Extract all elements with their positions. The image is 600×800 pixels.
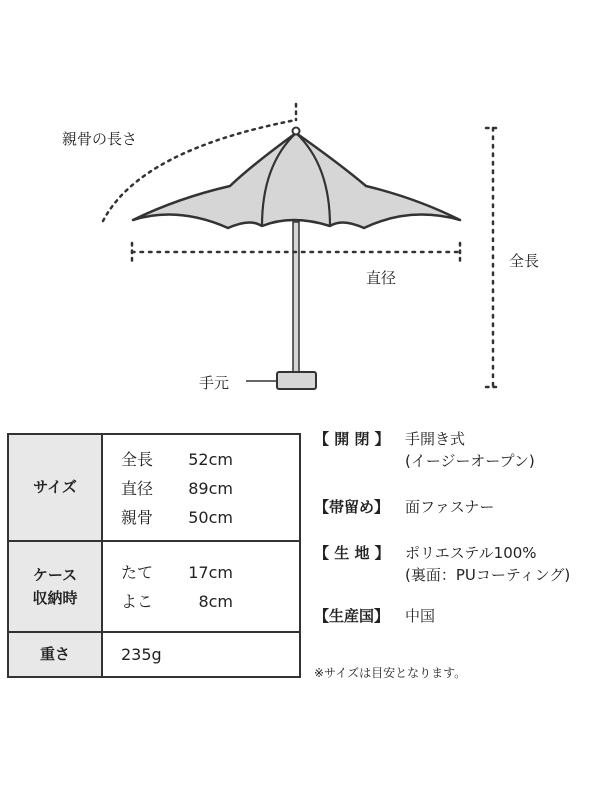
size-disclaimer-note: ※サイズは目安となります。 (314, 666, 467, 680)
row-header-size: サイズ (9, 435, 103, 540)
size-spec-table (7, 433, 301, 678)
umbrella-canopy (133, 133, 460, 228)
case-width: よこ 8cm (121, 592, 233, 611)
rib-length-label: 親骨の長さ (62, 130, 138, 148)
handle-label: 手元 (199, 374, 230, 392)
umbrella-handle (277, 372, 316, 389)
row-header-case: ケース 収納時 (9, 542, 103, 631)
table-row-weight: 重さ 235g (9, 633, 299, 676)
size-total-length: 全長 52cm (121, 450, 233, 469)
case-height: たて 17cm (121, 563, 233, 582)
total-length-label: 全長 (509, 252, 540, 270)
diameter-label: 直径 (366, 269, 397, 287)
table-row-size (9, 435, 299, 542)
size-diameter: 直径 89cm (121, 479, 233, 498)
umbrella-tip (293, 128, 300, 135)
row-header-weight: 重さ (9, 633, 103, 676)
umbrella-shaft (293, 222, 299, 374)
size-rib: 親骨 50cm (121, 508, 233, 527)
table-row-case (9, 542, 299, 633)
